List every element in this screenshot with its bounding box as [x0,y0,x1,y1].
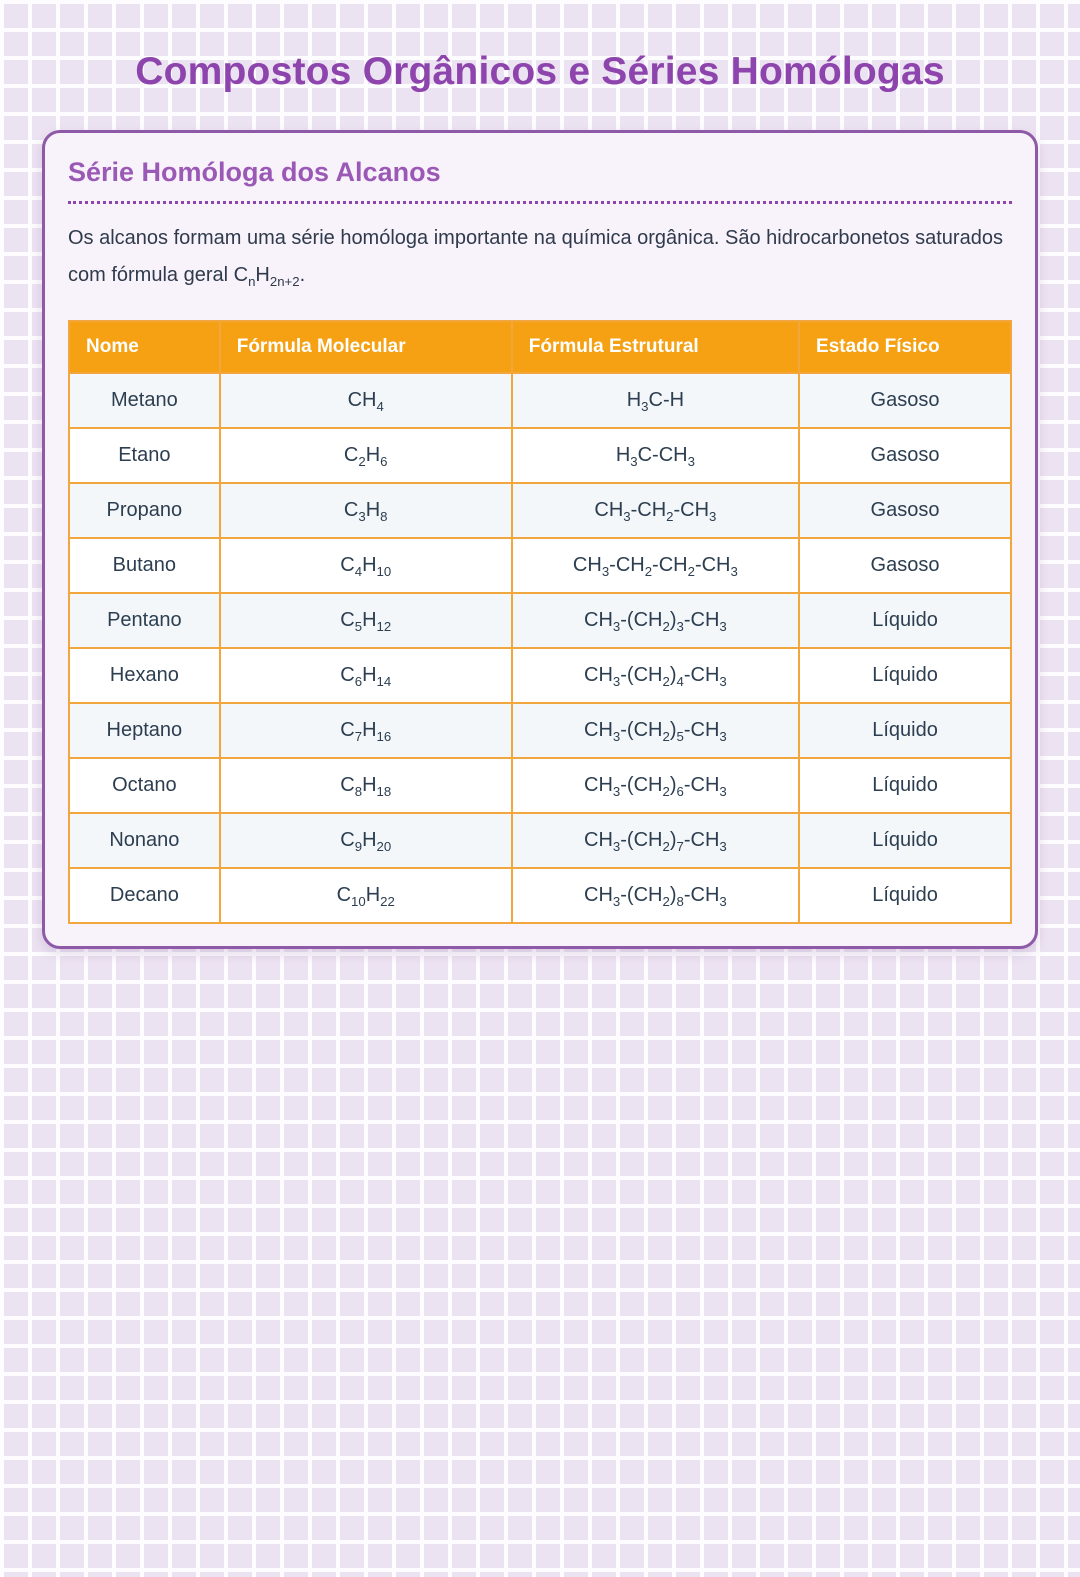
cell-structural-formula: $CH_3-(CH_2)_8-CH_3$ [512,868,799,923]
cell-name: Etano [69,428,220,483]
cell-physical-state: Líquido [799,593,1011,648]
table-row [69,813,1011,868]
column-header-formula-estrutural: Fórmula Estrutural [512,321,799,373]
cell-name: Heptano [69,703,220,758]
cell-molecular-formula: $C_5H_{12}$ [220,593,512,648]
alkanes-card [42,130,1038,949]
cell-structural-formula: $H_3C-H$ [512,373,799,428]
cell-molecular-formula: $C_{10}H_{22}$ [220,868,512,923]
cell-physical-state: Líquido [799,813,1011,868]
cell-physical-state: Gasoso [799,428,1011,483]
cell-name: Pentano [69,593,220,648]
column-header-formula-molecular: Fórmula Molecular [220,321,512,373]
table-row [69,428,1011,483]
cell-molecular-formula: $C_3H_8$ [220,483,512,538]
cell-molecular-formula: $C_9H_{20}$ [220,813,512,868]
column-header-estado-fisico: Estado Físico [799,321,1011,373]
cell-structural-formula: $CH_3-(CH_2)_4-CH_3$ [512,648,799,703]
table-row [69,758,1011,813]
table-row [69,648,1011,703]
section-description: Os alcanos formam uma série homóloga importante na química orgânica. São hidrocarbonetos saturados com fórmula geral $C_nH_{2n+2}$. [68,227,1003,289]
column-header-nome: Nome [69,321,220,373]
cell-name: Decano [69,868,220,923]
cell-structural-formula: $CH_3-(CH_2)_3-CH_3$ [512,593,799,648]
table-header-row [69,321,1011,373]
cell-physical-state: Líquido [799,868,1011,923]
cell-physical-state: Líquido [799,703,1011,758]
cell-molecular-formula: $C_8H_{18}$ [220,758,512,813]
table-row [69,483,1011,538]
cell-name: Metano [69,373,220,428]
cell-name: Propano [69,483,220,538]
alkanes-table [68,320,1012,924]
cell-name: Butano [69,538,220,593]
cell-structural-formula: $CH_3-(CH_2)_7-CH_3$ [512,813,799,868]
alkanes-table-body [69,373,1011,923]
page-background [0,50,1080,1577]
cell-name: Nonano [69,813,220,868]
cell-structural-formula: $CH_3-(CH_2)_6-CH_3$ [512,758,799,813]
cell-molecular-formula: $C_7H_{16}$ [220,703,512,758]
table-row [69,373,1011,428]
page-title: Compostos Orgânicos e Séries Homólogas [135,50,945,93]
cell-physical-state: Gasoso [799,373,1011,428]
cell-name: Hexano [69,648,220,703]
table-row [69,593,1011,648]
cell-molecular-formula: $C_2H_6$ [220,428,512,483]
cell-physical-state: Líquido [799,648,1011,703]
cell-molecular-formula: $C_6H_{14}$ [220,648,512,703]
cell-name: Octano [69,758,220,813]
cell-physical-state: Gasoso [799,483,1011,538]
table-row [69,538,1011,593]
cell-structural-formula: $CH_3-CH_2-CH_2-CH_3$ [512,538,799,593]
cell-physical-state: Líquido [799,758,1011,813]
cell-molecular-formula: $CH_4$ [220,373,512,428]
section-heading: Série Homóloga dos Alcanos [68,157,1012,204]
cell-physical-state: Gasoso [799,538,1011,593]
cell-structural-formula: $H_3C-CH_3$ [512,428,799,483]
cell-molecular-formula: $C_4H_{10}$ [220,538,512,593]
table-row [69,868,1011,923]
cell-structural-formula: $CH_3-(CH_2)_5-CH_3$ [512,703,799,758]
cell-structural-formula: $CH_3-CH_2-CH_3$ [512,483,799,538]
table-row [69,703,1011,758]
